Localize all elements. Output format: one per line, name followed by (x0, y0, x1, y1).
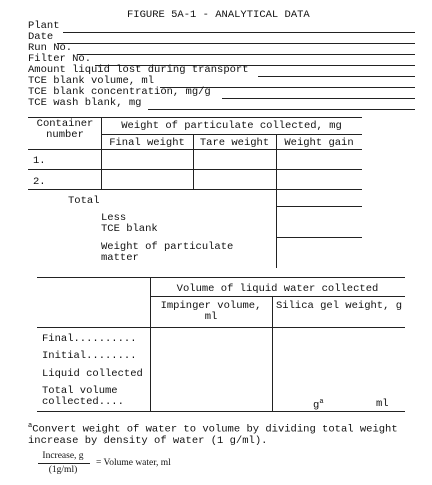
water-col-divider-2 (272, 296, 273, 411)
total-label: Total (68, 195, 100, 207)
particulate-subheader-rule (101, 134, 362, 135)
weight-collected-header: Weight of particulate collected, mg (121, 120, 342, 132)
less-label: Less (101, 212, 127, 224)
field-date-line[interactable] (57, 43, 415, 44)
field-tce-volume-label: TCE blank volume, ml (28, 75, 155, 87)
field-plant-line[interactable] (63, 32, 415, 33)
field-plant-label: Plant (28, 20, 60, 32)
particulate-row2-rule (28, 189, 362, 190)
silica-gram-unit (313, 398, 324, 412)
field-tce-wash-line[interactable] (148, 109, 415, 110)
water-bottom-rule (37, 411, 405, 412)
container-number-header: Container number (36, 118, 94, 141)
formula-denominator: (1g/ml) (48, 465, 78, 475)
weight-gain-header: Weight gain (284, 137, 354, 149)
field-date-label: Date (28, 31, 54, 43)
total-ml-unit: ml (376, 398, 389, 410)
water-top-rule (37, 277, 405, 278)
tce-blank-label: TCE blank (101, 223, 158, 235)
water-row-total-label: Total volume collected.... (42, 385, 124, 408)
particulate-row1-rule (28, 169, 362, 170)
footnote-marker: a (319, 398, 324, 406)
water-row-final-label: Final.......... (42, 333, 137, 345)
total-line[interactable] (276, 206, 362, 207)
field-liquid-lost-line[interactable] (258, 76, 415, 77)
formula-numerator: Increase, g (42, 451, 84, 461)
field-tce-wash-label: TCE wash blank, mg (28, 97, 142, 109)
weight-matter-label: Weight of particulate matter (101, 241, 234, 264)
water-row-liquid-label: Liquid collected (42, 368, 143, 380)
container-row-1-label: 1. (33, 155, 46, 167)
water-col-divider-1 (150, 277, 151, 411)
container-row-2-label: 2. (33, 176, 46, 188)
formula-result: = Volume water, ml (96, 458, 171, 468)
particulate-header-rule (28, 149, 362, 150)
particulate-col-divider-3 (276, 134, 277, 268)
tce-blank-line[interactable] (276, 237, 362, 238)
water-row-initial-label: Initial........ (42, 350, 137, 362)
field-tce-concentration-line[interactable] (222, 98, 415, 99)
gram-unit-text: g (313, 399, 320, 412)
silica-gel-header: Silica gel weight, g (275, 300, 403, 312)
water-volume-header: Volume of liquid water collected (176, 283, 379, 295)
water-header-rule (37, 327, 405, 328)
impinger-volume-header: Impinger volume, ml (160, 300, 262, 323)
field-tce-concentration-label: TCE blank concentration, mg/g (28, 86, 211, 98)
field-filter-label: Filter No. (28, 53, 92, 65)
final-weight-header: Final weight (109, 137, 185, 149)
fraction-bar (38, 463, 90, 464)
water-subheader-rule (150, 296, 405, 297)
tare-weight-header: Tare weight (199, 137, 270, 149)
footnote-superscript: a (28, 422, 33, 430)
page-title: FIGURE 5A-1 - ANALYTICAL DATA (127, 9, 310, 21)
footnote-text: Convert weight of water to volume by dividing total weight increase by density of water (1 g/ml). (28, 423, 398, 447)
footnote (28, 421, 418, 447)
field-run-line[interactable] (77, 54, 415, 55)
field-run-label: Run No. (28, 42, 73, 54)
field-liquid-lost-label: Amount liquid lost during transport (28, 64, 249, 76)
